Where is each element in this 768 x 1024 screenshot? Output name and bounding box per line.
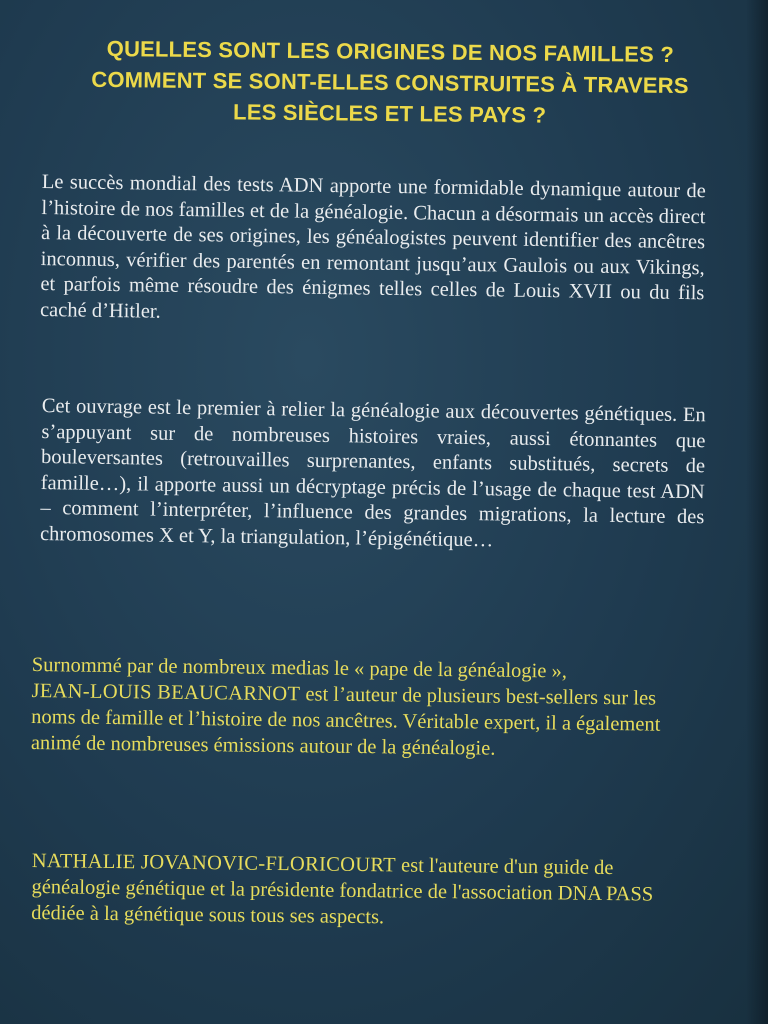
author-bio-jovanovic <box>31 848 704 934</box>
description-paragraph-block <box>40 394 706 557</box>
author-bio-paragraph <box>31 848 704 934</box>
headline <box>60 33 721 133</box>
headline-line-3: LES SIÈCLES ET LES PAYS ? <box>233 99 547 128</box>
page-edge-shadow <box>746 0 768 1024</box>
intro-paragraph: Le succès mondial des tests ADN apporte une formidable dynamique autour de l’histoire de nos familles et de la généalogie. Chacun a désormais un accès direct à la découverte de ses origines, les généalogistes peuvent identifier des ancêtres inconnus, vérifier des parentés en remontant jusqu’aux Gaulois ou aux Vikings, et parfois même résoudre des énigmes telles celles de Louis XVII ou du fils caché d’Hitler. <box>39 170 706 323</box>
author-name: NATHALIE JOVANOVIC-FLORICOURT <box>31 849 397 877</box>
headline-line-2: COMMENT SE SONT-ELLES CONSTRUITES À TRAVERS <box>91 66 689 99</box>
author-bio-paragraph <box>31 652 704 764</box>
description-paragraph: Cet ouvrage est le premier à relier la généalogie aux découvertes génétiques. En s’appuyant sur de nombreuses histoires vraies, aussi étonnantes que bouleversantes (retrouvailles surprenantes, enfants substitués, secrets de famille…), il apporte aussi un décryptage précis de l’usage de chaque test ADN – comment l’interpréter, l’influence des grandes migrations, la lecture des chromosomes X et Y, la triangulation, l’épigénétique… <box>39 394 706 552</box>
author-bio-beaucarnot <box>31 652 704 764</box>
headline-line-1: QUELLES SONT LES ORIGINES DE NOS FAMILLES ? <box>106 36 675 67</box>
author-bio-text: est l’auteur de plusieurs best-sellers sur les noms de famille et l’histoire de nos ancêtres. Véritable expert, il a également animé de nombreuses émissions autour de la généalogie. <box>30 683 661 760</box>
author-bio-lead: Surnommé par de nombreux medias le « pape de la généalogie », <box>31 653 568 683</box>
author-name: JEAN-LOUIS BEAUCARNOT <box>31 679 301 706</box>
intro-paragraph-block <box>40 170 706 333</box>
author-bio-text: est l'auteure d'un guide de généalogie génétique et la présidente fondatrice de l'association DNA PASS dédiée à la génétique sous tous ses aspects. <box>31 854 654 929</box>
